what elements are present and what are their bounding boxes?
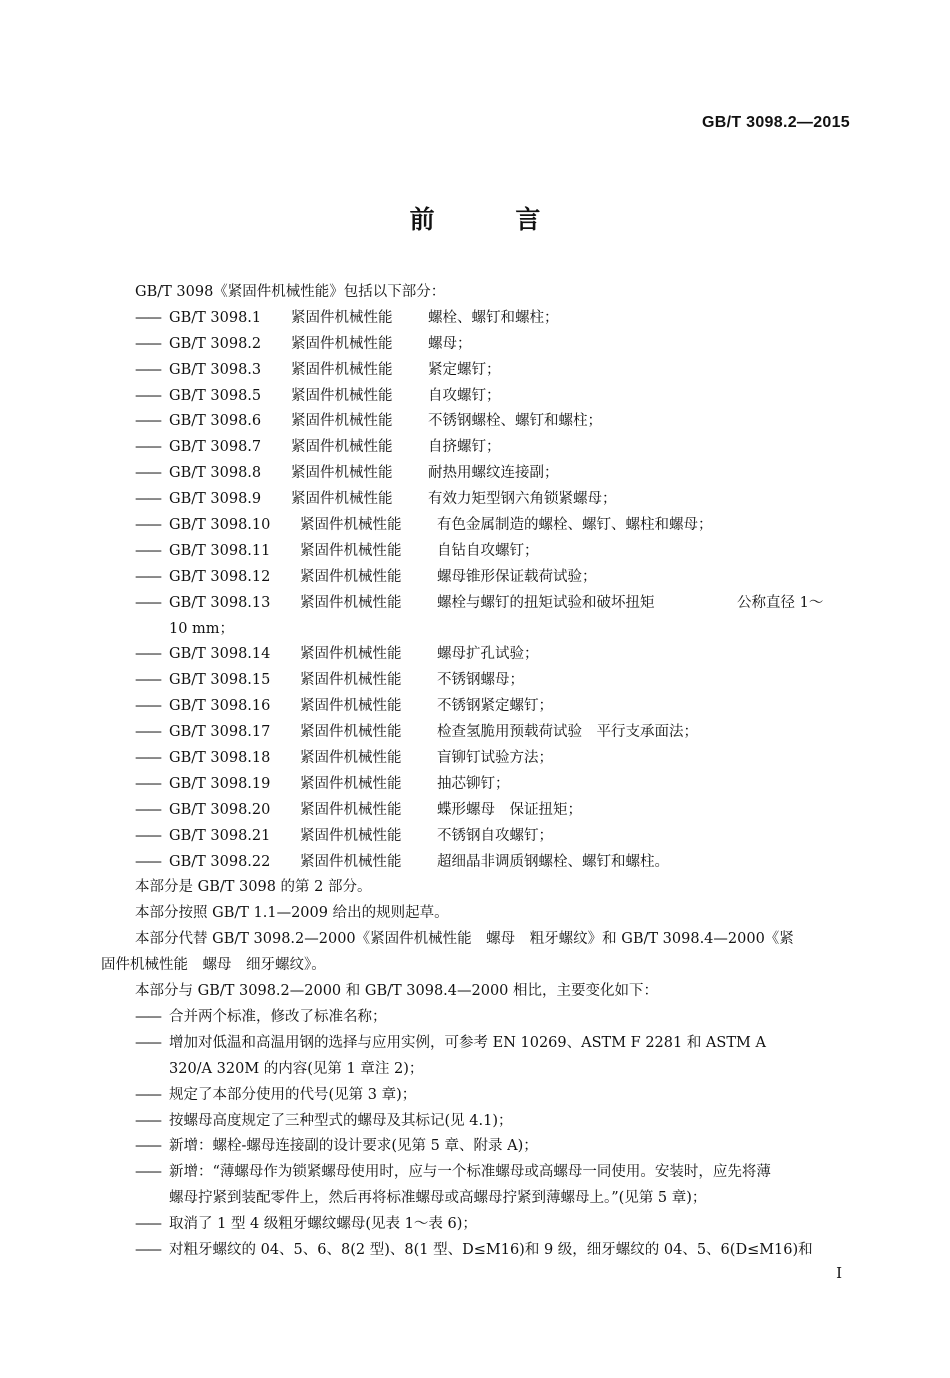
standard-code: GB/T 3098.2—2015 (702, 114, 850, 131)
intro-line: GB/T 3098《紧固件机械性能》包括以下部分： (135, 284, 446, 300)
paragraph: 本部分按照 GB/T 1.1—2009 给出的规则起草。 (135, 905, 449, 922)
part-name: 紧固件机械性能 (300, 724, 402, 741)
list-item (135, 409, 855, 435)
part-code: GB/T 3098.13 (169, 594, 271, 611)
dash: —— (135, 672, 160, 689)
dash: —— (135, 439, 160, 456)
document-body (101, 280, 855, 1264)
part-name: 紧固件机械性能 (291, 387, 393, 404)
paragraph: 本部分与 GB/T 3098.2—2000 和 GB/T 3098.4—2000 相比，主要变化如下： (135, 983, 659, 1000)
change-text: 对粗牙螺纹的 04、5、6、8(2 型)、8(1 型、D≤M16)和 9 级，细牙螺纹的 04、5、6(D≤M16)和 (169, 1241, 813, 1258)
part-code: GB/T 3098.2 (169, 335, 262, 352)
part-code: GB/T 3098.6 (169, 413, 262, 430)
dash: —— (135, 1034, 160, 1051)
part-code: GB/T 3098.20 (169, 801, 271, 818)
part-name: 紧固件机械性能 (300, 646, 402, 663)
part-subtitle: 蝶形螺母 保证扭矩； (437, 801, 582, 818)
dash: —— (135, 465, 160, 482)
list-item-continuation: 10 mm； (169, 620, 235, 637)
part-code: GB/T 3098.9 (169, 491, 262, 508)
paragraph: 本部分代替 GB/T 3098.2—2000《紧固件机械性能 螺母 粗牙螺纹》和 GB/T 3098.4—2000《紧 (135, 931, 794, 948)
dash: —— (135, 1112, 160, 1129)
part-subtitle: 检查氢脆用预载荷试验 平行支承面法； (437, 724, 698, 741)
list-item (135, 384, 855, 410)
change-text: 按螺母高度规定了三种型式的螺母及其标记(见 4.1)； (169, 1112, 513, 1129)
dash: —— (135, 646, 160, 663)
dash: —— (135, 775, 160, 792)
dash: —— (135, 361, 160, 378)
list-item (135, 1005, 855, 1031)
change-text: 新增：“薄螺母作为锁紧螺母使用时，应与一个标准螺母或高螺母一同使用。安装时，应先将薄 (169, 1164, 771, 1181)
parts-list (135, 306, 855, 876)
dash: —— (135, 491, 160, 508)
list-item (135, 332, 855, 358)
dash: —— (135, 801, 160, 818)
page-number: I (836, 1264, 842, 1282)
part-name: 紧固件机械性能 (291, 491, 393, 508)
part-subtitle-extra: 公称直径 1～ (737, 594, 824, 611)
change-text: 新增：螺栓-螺母连接副的设计要求(见第 5 章、附录 A)； (169, 1138, 538, 1155)
part-name: 紧固件机械性能 (291, 413, 393, 430)
part-subtitle: 耐热用螺纹连接副； (428, 465, 559, 482)
dash: —— (135, 1138, 160, 1155)
part-subtitle: 不锈钢自攻螺钉； (437, 827, 553, 844)
list-item-continuation: 螺母拧紧到装配零件上，然后再将标准螺母或高螺母拧紧到薄螺母上。”(见第 5 章)； (169, 1190, 707, 1207)
page-title: 前 言 (409, 205, 577, 234)
part-name: 紧固件机械性能 (291, 361, 393, 378)
dash: —— (135, 853, 160, 870)
dash: —— (135, 1008, 160, 1025)
part-name: 紧固件机械性能 (300, 853, 402, 870)
part-subtitle: 自攻螺钉； (428, 387, 501, 404)
list-item (135, 487, 855, 513)
part-subtitle: 螺母扩孔试验； (437, 646, 539, 663)
part-subtitle: 超细晶非调质钢螺栓、螺钉和螺柱。 (437, 853, 669, 870)
list-item (135, 461, 855, 487)
list-item (135, 1031, 855, 1057)
part-code: GB/T 3098.21 (169, 827, 271, 844)
part-code: GB/T 3098.8 (169, 465, 262, 482)
part-code: GB/T 3098.22 (169, 853, 271, 870)
part-name: 紧固件机械性能 (291, 465, 393, 482)
list-item (135, 720, 855, 746)
part-subtitle: 不锈钢螺母； (437, 672, 524, 689)
part-code: GB/T 3098.15 (169, 672, 271, 689)
part-subtitle: 螺栓、螺钉和螺柱； (428, 309, 559, 326)
part-subtitle: 螺母锥形保证载荷试验； (437, 568, 597, 585)
part-name: 紧固件机械性能 (300, 594, 402, 611)
list-item (135, 513, 855, 539)
part-subtitle: 不锈钢螺栓、螺钉和螺柱； (428, 413, 602, 430)
part-subtitle: 有色金属制造的螺栓、螺钉、螺柱和螺母； (437, 517, 713, 534)
paragraph-continuation: 固件机械性能 螺母 细牙螺纹》。 (101, 957, 326, 974)
list-item (135, 591, 855, 617)
dash: —— (135, 1164, 160, 1181)
list-item (135, 1212, 855, 1238)
list-item (135, 772, 855, 798)
part-code: GB/T 3098.10 (169, 517, 271, 534)
dash: —— (135, 387, 160, 404)
change-text: 合并两个标准，修改了标准名称； (169, 1008, 387, 1025)
part-code: GB/T 3098.17 (169, 724, 271, 741)
part-subtitle: 抽芯铆钉； (437, 775, 510, 792)
part-code: GB/T 3098.11 (169, 542, 271, 559)
part-name: 紧固件机械性能 (300, 517, 402, 534)
list-item (135, 1083, 855, 1109)
part-code: GB/T 3098.5 (169, 387, 262, 404)
change-text: 规定了本部分使用的代号(见第 3 章)； (169, 1086, 417, 1103)
dash: —— (135, 517, 160, 534)
dash: —— (135, 1241, 160, 1258)
list-item (135, 1238, 855, 1264)
changes-list (135, 1005, 855, 1264)
dash: —— (135, 698, 160, 715)
dash: —— (135, 568, 160, 585)
dash: —— (135, 1086, 160, 1103)
dash: —— (135, 1216, 160, 1233)
part-code: GB/T 3098.14 (169, 646, 271, 663)
list-item (135, 1134, 855, 1160)
part-name: 紧固件机械性能 (300, 672, 402, 689)
list-item (135, 565, 855, 591)
change-text: 增加对低温和高温用钢的选择与应用实例，可参考 EN 10269、ASTM F 2281 和 ASTM A (169, 1034, 766, 1051)
list-item-continuation: 320/A 320M 的内容(见第 1 章注 2)； (169, 1060, 424, 1077)
dash: —— (135, 413, 160, 430)
part-subtitle: 有效力矩型钢六角锁紧螺母； (428, 491, 617, 508)
dash: —— (135, 594, 160, 611)
part-code: GB/T 3098.18 (169, 750, 271, 767)
part-code: GB/T 3098.16 (169, 698, 271, 715)
list-item (135, 850, 855, 876)
list-item (135, 642, 855, 668)
list-item (135, 435, 855, 461)
list-item (135, 1160, 855, 1186)
dash: —— (135, 750, 160, 767)
list-item (135, 798, 855, 824)
dash: —— (135, 309, 160, 326)
part-name: 紧固件机械性能 (300, 698, 402, 715)
part-code: GB/T 3098.19 (169, 775, 271, 792)
part-code: GB/T 3098.3 (169, 361, 262, 378)
list-item (135, 539, 855, 565)
change-text: 取消了 1 型 4 级粗牙螺纹螺母(见表 1～表 6)； (169, 1216, 477, 1233)
part-subtitle: 螺母； (428, 335, 472, 352)
part-name: 紧固件机械性能 (300, 775, 402, 792)
list-item (135, 306, 855, 332)
list-item (135, 358, 855, 384)
part-name: 紧固件机械性能 (291, 439, 393, 456)
part-subtitle: 不锈钢紧定螺钉； (437, 698, 553, 715)
part-name: 紧固件机械性能 (300, 542, 402, 559)
part-code: GB/T 3098.7 (169, 439, 262, 456)
list-item (135, 694, 855, 720)
part-subtitle: 紧定螺钉； (428, 361, 501, 378)
part-name: 紧固件机械性能 (300, 801, 402, 818)
list-item (135, 824, 855, 850)
part-name: 紧固件机械性能 (300, 750, 402, 767)
part-name: 紧固件机械性能 (291, 335, 393, 352)
part-subtitle: 自钻自攻螺钉； (437, 542, 539, 559)
list-item (135, 668, 855, 694)
paragraph: 本部分是 GB/T 3098 的第 2 部分。 (135, 879, 372, 896)
dash: —— (135, 827, 160, 844)
part-code: GB/T 3098.12 (169, 568, 271, 585)
part-name: 紧固件机械性能 (291, 309, 393, 326)
part-subtitle: 螺栓与螺钉的扭矩试验和破坏扭矩 (437, 594, 655, 611)
dash: —— (135, 542, 160, 559)
list-item (135, 746, 855, 772)
part-code: GB/T 3098.1 (169, 309, 262, 326)
dash: —— (135, 335, 160, 352)
part-subtitle: 自挤螺钉； (428, 439, 501, 456)
part-subtitle: 盲铆钉试验方法； (437, 750, 553, 767)
part-name: 紧固件机械性能 (300, 827, 402, 844)
list-item (135, 1109, 855, 1135)
dash: —— (135, 724, 160, 741)
part-name: 紧固件机械性能 (300, 568, 402, 585)
